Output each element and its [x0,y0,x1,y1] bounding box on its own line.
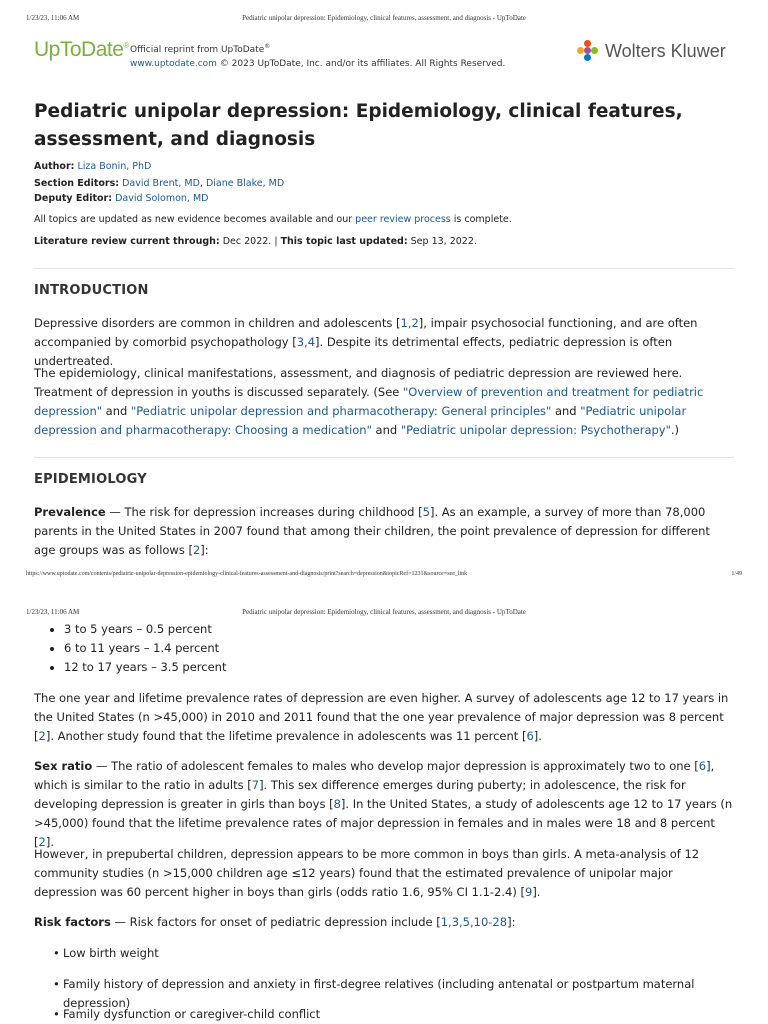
divider [34,457,734,458]
reference-link[interactable]: 2 [192,543,201,557]
update-notice: All topics are updated as new evidence becomes available and our peer review process is complete. [34,214,512,225]
section-heading-epidemiology: EPIDEMIOLOGY [34,472,147,487]
print-url: https://www.uptodate.com/contents/pediatric-unipolar-depression-epidemiology-clinical-features-assessment-and-diagnosis/print?search=depression&topicRef=1231&source=see_link [26,571,468,577]
section-editor-link[interactable]: David Brent, MD [122,178,200,189]
lifetime-prevalence-paragraph: The one year and lifetime prevalence rates of depression are even higher. A survey of adolescents age 12 to 17 years in the United States (n >45,000) in 2010 and 2011 found that the one year prevalence of major depression was 8 percent [2]. Another study found that the lifetime prevalence in adolescents was 11 percent [6]. [34,691,729,743]
wolters-kluwer-logo[interactable] [576,39,726,63]
topic-link[interactable]: "Pediatric unipolar depression and pharmacotherapy: Choosing a medication" [34,404,687,437]
list-item: • Family dysfunction or caregiver-child conflict [63,1005,733,1024]
deputy-editor-line: Deputy Editor: David Solomon, MD [34,193,209,204]
list-item: • Family history of depression and anxiety in first-degree relatives (including antenatal or postpartum maternal depression) [63,975,733,1013]
print-doc-title: Pediatric unipolar depression: Epidemiology, clinical features, assessment, and diagnosis - UpToDate [242,14,526,22]
topic-link[interactable]: "Overview of prevention and treatment for pediatric depression" [34,385,704,418]
reprint-notice: Official reprint from UpToDate® www.uptodate.com © 2023 UpToDate, Inc. and/or its affiliates. All Rights Reserved. [130,43,506,69]
peer-review-link[interactable]: peer review process [355,214,451,225]
divider [34,268,734,269]
uptodate-logo[interactable]: UpToDate® [34,38,129,61]
sex-ratio-paragraph: Sex ratio — The ratio of adolescent females to males who develop major depression is approximately two to one [6], which is similar to the ratio in adults [7]. This sex difference emerges during puberty; in adolescence, the risk for developing depression is greater in girls than boys [8]. In the United States, a study of adolescents age 12 to 17 years (n >45,000) found that the lifetime prevalence rates of major depression in females and in males were 18 and 8 percent [2]. [34,759,733,849]
section-editors-line: Section Editors: David Brent, MD, Diane Blake, MD [34,178,285,189]
prevalence-paragraph: Prevalence — The risk for depression increases during childhood [5]. As an example, a survey of more than 78,000 parents in the United States in 2007 found that among their children, the point prevalence of depression for different age groups was as follows [2]: [34,505,710,557]
reference-link[interactable]: 2 [38,729,46,743]
list-item: • Low birth weight [63,944,733,963]
publisher-name: Wolters Kluwer [605,40,726,61]
reference-link[interactable]: 6 [526,729,534,743]
reference-link[interactable]: 3,4 [296,335,316,349]
prepubertal-paragraph: However, in prepubertal children, depression appears to be more common in boys than girls. A meta-analysis of 12 community studies (n >15,000 children age ≤12 years) found that the estimated prevalence of unipolar major depression was 60 percent higher in boys than girls (odds ratio 1.6, 95% CI 1.1-2.4) [9]. [34,847,700,899]
reference-link[interactable]: 2 [38,835,46,849]
list-item: • 6 to 11 years – 1.4 percent [64,639,226,658]
intro-paragraph-2: The epidemiology, clinical manifestations, assessment, and diagnosis of pediatric depression are reviewed here. Treatment of depression in youths is discussed separately. (See "Overview of prevention and treatment for pediatric depression" and "Pediatric unipolar depression and pharmacotherapy: General principles" and "Pediatric unipolar depression and pharmacotherapy: Choosing a medication" and "Pediatric unipolar depression: Psychotherapy".) [34,366,704,437]
risk-factors-paragraph: Risk factors — Risk factors for onset of pediatric depression include [1,3,5,10-28]: [34,915,516,929]
reference-link[interactable]: 6 [698,759,707,773]
reference-link[interactable]: 7 [251,778,260,792]
topic-link[interactable]: "Pediatric unipolar depression and pharmacotherapy: General principles" [130,404,552,418]
reference-link[interactable]: 1,3,5,10-28 [440,915,508,929]
topic-link[interactable]: "Pediatric unipolar depression: Psychotherapy" [400,423,671,437]
print-datetime: 1/23/23, 11:06 AM [26,608,80,616]
wk-emblem-icon [576,39,600,63]
list-item: • 12 to 17 years – 3.5 percent [64,658,226,677]
deputy-editor-link[interactable]: David Solomon, MD [115,193,209,204]
intro-paragraph-1: Depressive disorders are common in children and adolescents [1,2], impair psychosocial functioning, and are often accompanied by comorbid psychopathology [3,4]. Despite its detrimental effects, pediatric depression is often undertreated. [34,316,698,368]
uptodate-site-link[interactable]: www.uptodate.com [130,59,217,69]
age-group-list [34,620,226,677]
author-link[interactable]: Liza Bonin, PhD [77,161,152,172]
article-title: Pediatric unipolar depression: Epidemiology, clinical features, assessment, and diagnosis [34,101,683,150]
page-number: 1/49 [731,571,742,577]
reference-link[interactable]: 5 [422,505,430,519]
section-heading-introduction: INTRODUCTION [34,283,149,298]
list-item: • 3 to 5 years – 0.5 percent [64,620,226,639]
author-line: Author: Liza Bonin, PhD [34,161,152,172]
reference-link[interactable]: 8 [333,797,341,811]
review-dates: Literature review current through: Dec 2022. | This topic last updated: Sep 13, 2022. [34,236,477,247]
reference-link[interactable]: 1,2 [400,316,419,330]
print-doc-title: Pediatric unipolar depression: Epidemiology, clinical features, assessment, and diagnosis - UpToDate [242,608,526,616]
section-editor-link[interactable]: Diane Blake, MD [205,178,285,189]
print-datetime: 1/23/23, 11:06 AM [26,14,80,22]
reference-link[interactable]: 9 [524,885,533,899]
